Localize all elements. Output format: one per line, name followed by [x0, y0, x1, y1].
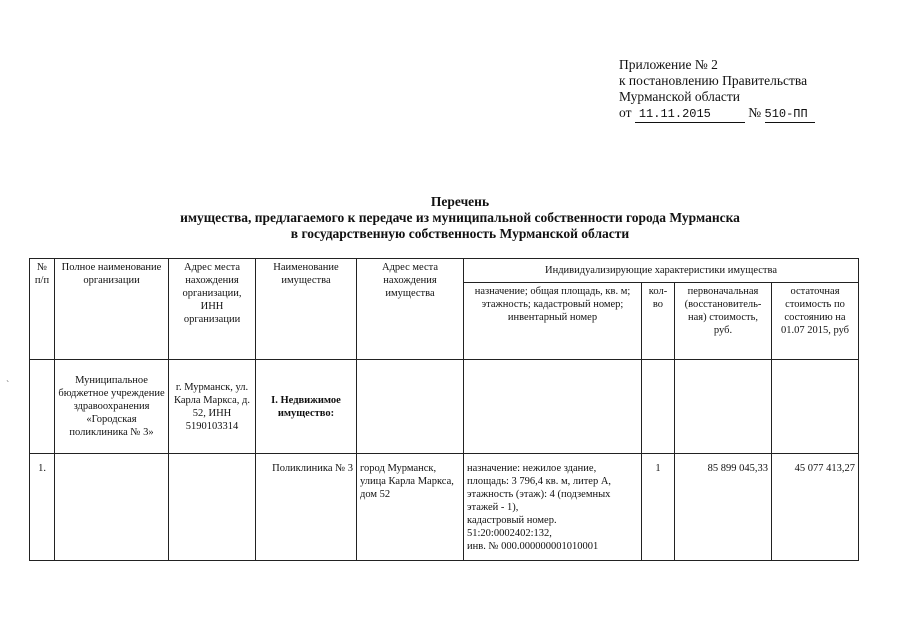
- org-row: [30, 360, 859, 454]
- header-property-address: Адрес места нахождения имущества: [357, 259, 464, 360]
- appendix-header: [619, 57, 815, 123]
- row-address-empty: [169, 454, 256, 561]
- header-num: № п/п: [30, 259, 55, 360]
- desc-line: кадастровый номер.: [467, 515, 557, 526]
- header-property-name: Наименование имущества: [256, 259, 357, 360]
- row-property-address: город Мурманск, улица Карла Маркса, дом 52: [357, 454, 464, 561]
- header-characteristics: Индивидуализирующие характеристики имущества: [464, 259, 859, 283]
- row-initial-cost: 85 899 045,33: [675, 454, 772, 561]
- decree-number: 510-ПП: [765, 106, 815, 123]
- org-row-cell-9: [772, 360, 859, 454]
- desc-line: 51:20:0002402:132,: [467, 528, 552, 539]
- decree-date: 11.11.2015: [635, 106, 745, 123]
- row-description: [464, 454, 642, 561]
- org-row-cell-5: [357, 360, 464, 454]
- org-name: Муниципальное бюджетное учреждение здравоохранения «Городская поликлиника № 3»: [55, 360, 169, 454]
- table-row: [30, 454, 859, 561]
- desc-line: назначение: нежилое здание,: [467, 463, 597, 474]
- title-line-3: в государственную собственность Мурманской области: [290, 226, 630, 241]
- org-row-cell-8: [675, 360, 772, 454]
- section-heading: I. Недвижимое имущество:: [256, 360, 357, 454]
- page: Приложение № 2 к постановлению Правительства Мурманской области от 11.11.2015 № 510-ПП Перечень имущества, предлагаемого к передаче из муниципальной собственности города Мурманска в государственную собственность Мурманской области ` № п/п Полное наименование организации Адрес места нахождения организации, ИНН организации Наименование имущества Адрес места нахождения имущества Индивидуализирующие характеристики имущества назначение; общая площадь, кв. м; этажность; кадастровый номер; инвентарный номер кол-во первоначальная (восстановитель-ная) стоимость, руб. остаточная стоимость по состоянию на 01.07 2015, руб Муниципальное бюджетное учреждение здравоохранения «Городская поликлиника № 3» г. Мурманск, ул. Карла Маркса, д. 52, ИНН 5190103314 I. Недвижимое имущество: 1. Поликлиника № 3 город Мурманск, улица Карла Маркса, дом 52 назначение: нежилое здание, площадь: 3 796,4 кв. м, литер А, этажность (этаж): 4 (подземных этажей - 1), кадастровый номер. 51:20:0002402:132, инв. № 000.000000001010001 1 85 899 045,33 45 077 413,27: [0, 0, 905, 640]
- header-quantity: кол-во: [642, 283, 675, 360]
- org-row-cell-6: [464, 360, 642, 454]
- header-initial-cost: первоначальная (восстановитель-ная) стоимость, руб.: [675, 283, 772, 360]
- row-residual-cost: 45 077 413,27: [772, 454, 859, 561]
- title-line-2: имущества, предлагаемого к передаче из муниципальной собственности города Мурманска: [180, 210, 740, 225]
- header-org-address: Адрес места нахождения организации, ИНН организации: [169, 259, 256, 360]
- appendix-line-3: Мурманской области: [619, 89, 740, 104]
- desc-line: этажей - 1),: [467, 502, 519, 513]
- appendix-line-2: к постановлению Правительства: [619, 73, 808, 88]
- desc-line: этажность (этаж): 4 (подземных: [467, 489, 611, 500]
- document-title: [60, 194, 860, 242]
- header-row-1: [30, 259, 859, 283]
- org-row-num: [30, 360, 55, 454]
- row-property-name: Поликлиника № 3: [256, 454, 357, 561]
- title-line-1: Перечень: [430, 194, 490, 209]
- header-org: Полное наименование организации: [55, 259, 169, 360]
- row-quantity: 1: [642, 454, 675, 561]
- appendix-line-1: Приложение № 2: [619, 57, 718, 72]
- number-label: №: [748, 105, 762, 120]
- row-num: 1.: [30, 454, 55, 561]
- from-label: от: [619, 105, 632, 120]
- org-row-cell-7: [642, 360, 675, 454]
- row-org-empty: [55, 454, 169, 561]
- property-table: [29, 258, 859, 561]
- org-address: г. Мурманск, ул. Карла Маркса, д. 52, ИНН 5190103314: [169, 360, 256, 454]
- header-purpose: назначение; общая площадь, кв. м; этажность; кадастровый номер; инвентарный номер: [464, 283, 642, 360]
- appendix-date-line: [619, 105, 815, 123]
- desc-line: площадь: 3 796,4 кв. м, литер А,: [467, 476, 612, 487]
- header-residual-cost: остаточная стоимость по состоянию на 01.07 2015, руб: [772, 283, 859, 360]
- desc-line: инв. № 000.000000001010001: [467, 541, 599, 552]
